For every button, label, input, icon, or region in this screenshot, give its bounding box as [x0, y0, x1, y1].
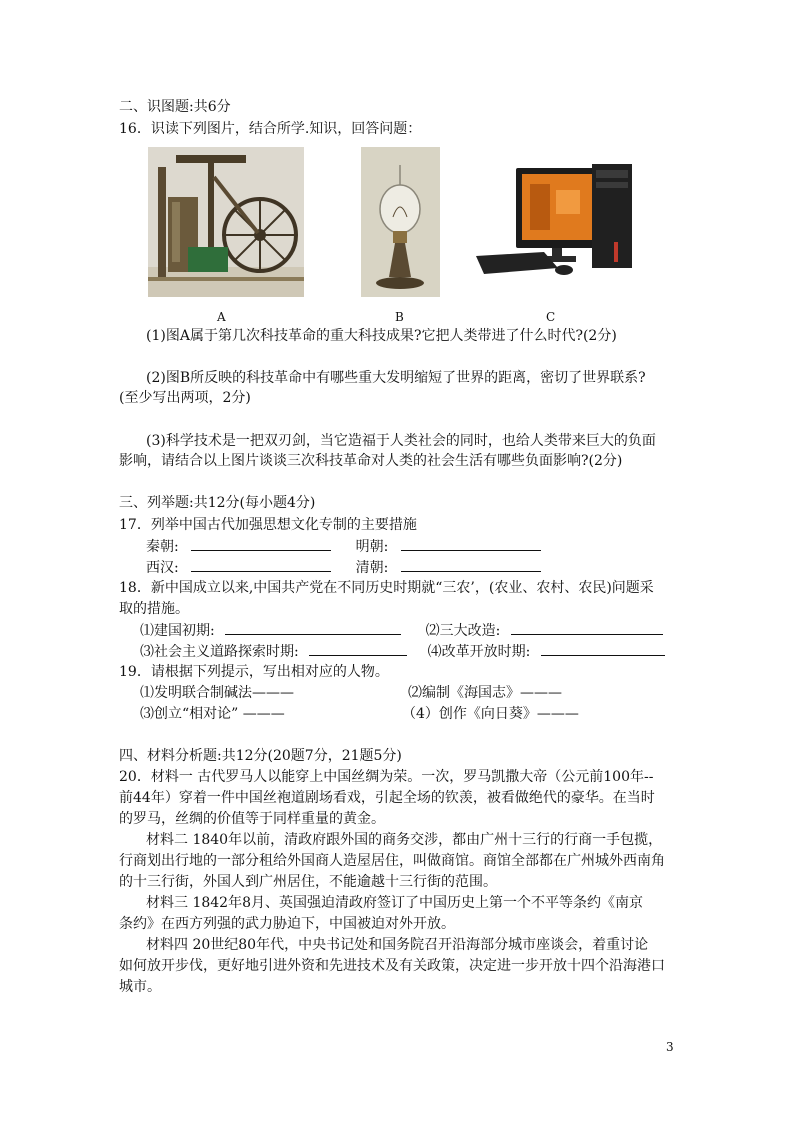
q20-m3-line2: 条约》在西方列强的武力胁迫下，中国被迫对外开放。 — [119, 916, 455, 932]
q20-m2-line1: 材料二 1840年以前，清政府跟外国的商务交涉，都由广州十三行的行商一手包揽， — [146, 832, 663, 848]
q20-m1-line2: 前44年）穿着一件中国丝袍道剧场看戏，引起全场的钦羡，被看做绝代的豪华。在当时 — [119, 790, 655, 806]
q16-sub2-line1: (2)图B所反映的科技革命中有哪些重大发明缩短了世界的距离，密切了世界联系? — [146, 370, 646, 386]
section2-title: 二、识图题:共6分 — [119, 99, 231, 115]
q17-qin-label: 秦朝: — [146, 539, 179, 555]
computer-image — [474, 160, 634, 284]
caption-c: C — [546, 310, 556, 324]
section3-title: 三、列举题:共12分(每小题4分) — [119, 495, 316, 511]
q18-stem-line1: 18．新中国成立以来,中国共产党在不同历史时期就“三农’，(农业、农村、农民)问题采 — [119, 580, 654, 596]
caption-a: A — [217, 310, 226, 324]
q18-p4-blank[interactable] — [541, 641, 665, 656]
q17-ming-blank[interactable] — [401, 536, 541, 551]
q17-qing-blank[interactable] — [401, 557, 541, 572]
q18-p4-label: ⑷改革开放时期: — [427, 644, 531, 660]
q20-m2-line3: 的十三行街，外国人到广州居住，不能逾越十三行街的范围。 — [119, 874, 497, 890]
q18-row1 — [140, 620, 663, 641]
q20-m3-line1: 材料三 1842年8月、英国强迫清政府签订了中国历史上第一个不平等条约《南京 — [146, 895, 643, 911]
q19-p3: ⑶创立“相对论” ——— — [140, 706, 285, 722]
q17-stem: 17．列举中国古代加强思想文化专制的主要措施 — [119, 517, 417, 533]
q17-ming-label: 明朝: — [355, 539, 389, 555]
q16-sub3-line1: (3)科学技术是一把双刃剑，当它造福于人类社会的同时，也给人类带来巨大的负面 — [146, 433, 656, 449]
q20-m4-line3: 城市。 — [119, 979, 161, 995]
q18-stem-line2: 取的措施。 — [119, 601, 189, 617]
page-number: 3 — [666, 1040, 674, 1054]
q18-p2-blank[interactable] — [511, 620, 663, 635]
q20-m2-line2: 行商划出行地的一部分租给外国商人造屋居住，叫做商馆。商馆全部都在广州城外西南角 — [119, 853, 665, 869]
q18-p3-label: ⑶社会主义道路探索时期: — [140, 644, 299, 660]
q18-p3-blank[interactable] — [309, 641, 407, 656]
q18-p1-blank[interactable] — [225, 620, 401, 635]
q17-row2 — [146, 557, 541, 578]
steam-engine-image — [148, 147, 304, 297]
q16-stem: 16．识读下列图片，结合所学.知识，回答问题： — [119, 121, 422, 137]
caption-b: B — [395, 310, 404, 324]
q17-qin-blank[interactable] — [191, 536, 331, 551]
light-bulb-image — [361, 147, 440, 297]
q19-stem: 19．请根据下列提示，写出相对应的人物。 — [119, 664, 389, 680]
q17-qing-label: 清朝: — [355, 560, 389, 576]
q20-m1-line1: 20．材料一 古代罗马人以能穿上中国丝绸为荣。一次，罗马凯撒大帝（公元前100年-- — [119, 769, 654, 785]
q20-m1-line3: 的罗马，丝绸的价值等于同样重量的黄金。 — [119, 811, 385, 827]
q18-p1-label: ⑴建国初期: — [140, 623, 215, 639]
q17-row1 — [146, 536, 541, 557]
q17-xihan-blank[interactable] — [191, 557, 331, 572]
q20-m4-line1: 材料四 20世纪80年代，中央书记处和国务院召开沿海部分城市座谈会，着重讨论 — [146, 937, 649, 953]
section4-title: 四、材料分析题:共12分(20题7分，21题5分) — [119, 748, 402, 764]
q16-sub2-line2: (至少写出两项，2分) — [119, 390, 251, 406]
q17-xihan-label: 西汉: — [146, 560, 179, 576]
q16-sub1: (1)图A属于第几次科技革命的重大科技成果?它把人类带进了什么时代?(2分) — [146, 328, 617, 344]
q19-p1: ⑴发明联合制碱法——— — [140, 685, 294, 701]
q20-m4-line2: 如何放开步伐，更好地引进外资和先进技术及有关政策，决定进一步开放十四个沿海港口 — [119, 958, 665, 974]
q19-p2: ⑵编制《海国志》——— — [408, 685, 562, 701]
q16-sub3-line2: 影响，请结合以上图片谈谈三次科技革命对人类的社会生活有哪些负面影响?(2分) — [119, 453, 623, 469]
q19-p4: （4）创作《向日葵》——— — [402, 706, 579, 722]
q18-p2-label: ⑵三大改造: — [425, 623, 501, 639]
q18-row2 — [140, 641, 665, 662]
